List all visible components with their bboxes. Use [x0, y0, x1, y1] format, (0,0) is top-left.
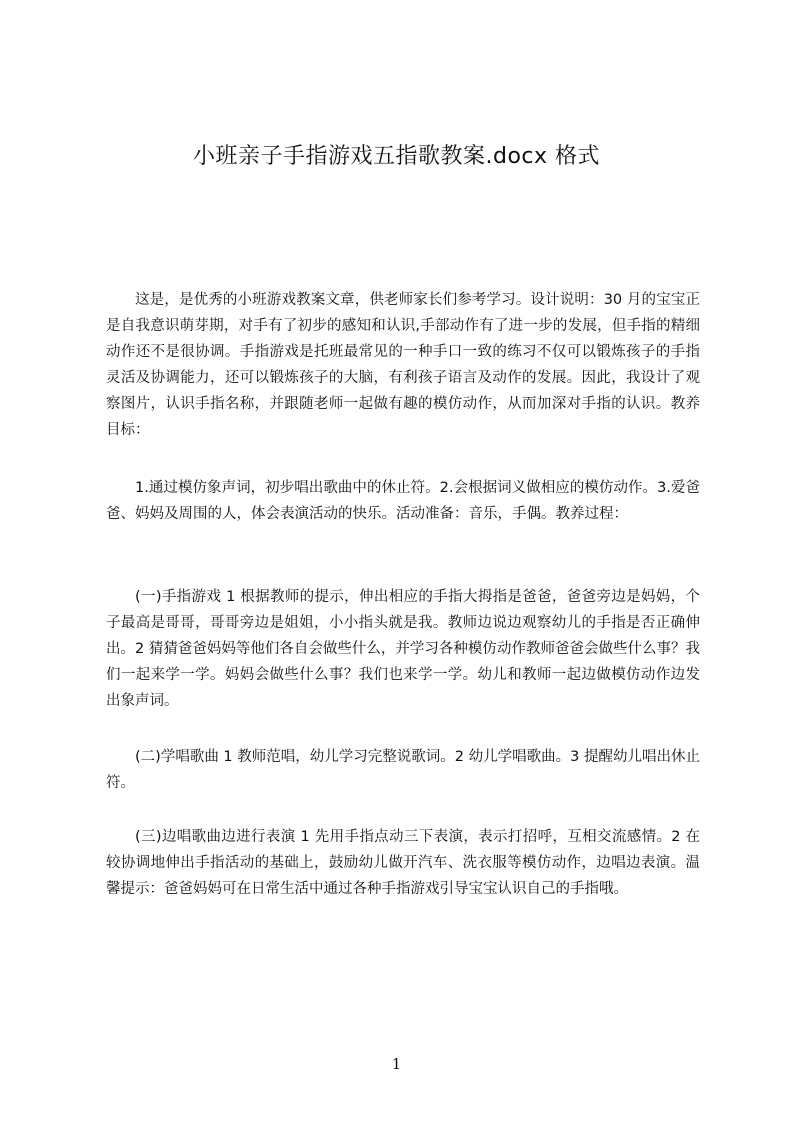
paragraph-finger-game: (一)手指游戏 1 根据教师的提示，伸出相应的手指大拇指是爸爸，爸爸旁边是妈妈，个子最高是哥哥，哥哥旁边是姐姐，小小指头就是我。教师边说边观察幼儿的手指是否正确伸出。2 猜猜爸爸妈妈等他们各自会做些什么，并学习各种模仿动作教师爸爸会做些什么事？我们一起来学一学。妈妈会做些什么事？我们也来学一学。幼儿和教师一起边做模仿动作边发出象声词。 — [106, 589, 700, 709]
document-title: 小班亲子手指游戏五指歌教案.docx 格式 — [192, 144, 601, 169]
page-number: 1 — [391, 1055, 402, 1073]
paragraph-learn-song: (二)学唱歌曲 1 教师范唱，幼儿学习完整说歌词。2 幼儿学唱歌曲。3 提醒幼儿唱出休止符。 — [106, 749, 700, 791]
paragraph-sing-and-perform: (三)边唱歌曲边进行表演 1 先用手指点动三下表演，表示打招呼，互相交流感情。2 在较协调地伸出手指活动的基础上，鼓励幼儿做开汽车、洗衣服等模仿动作，边唱边表演。温馨提示：爸爸妈妈可在日常生活中通过各种手指游戏引导宝宝认识自己的手指哦。 — [106, 829, 700, 897]
paragraph-goals: 1.通过模仿象声词，初步唱出歌曲中的休止符。2.会根据词义做相应的模仿动作。3.爱爸爸、妈妈及周围的人，体会表演活动的快乐。活动准备：音乐，手偶。教养过程： — [106, 480, 700, 522]
paragraph-design-description: 这是，是优秀的小班游戏教案文章，供老师家长们参考学习。设计说明：30 月的宝宝正是自我意识萌芽期，对手有了初步的感知和认识,手部动作有了进一步的发展，但手指的精细动作还不是很协调。手指游戏是托班最常见的一种手口一致的练习不仅可以锻炼孩子的手指灵活及协调能力，还可以锻炼孩子的大脑，有利孩子语言及动作的发展。因此，我设计了观察图片，认识手指名称，并跟随老师一起做有趣的模仿动作，从而加深对手指的认识。教养目标： — [106, 292, 700, 438]
